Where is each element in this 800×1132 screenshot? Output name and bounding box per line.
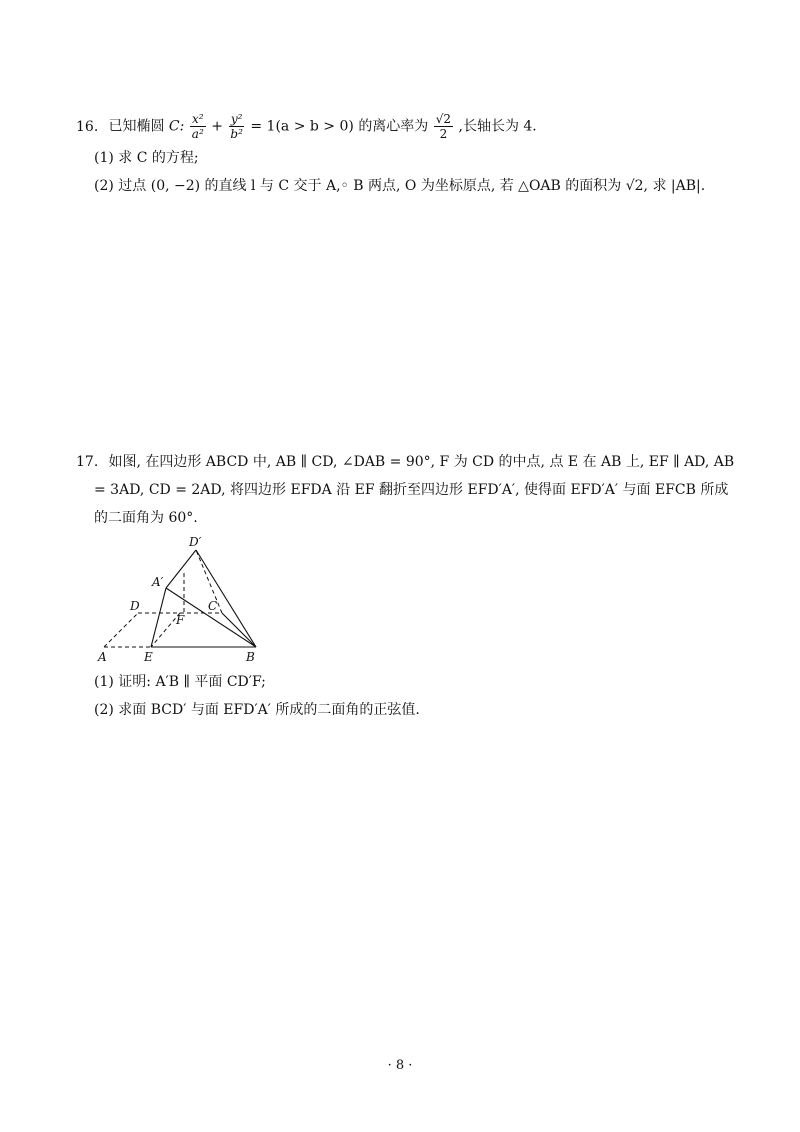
eccentricity-text: 的离心率为 — [358, 118, 429, 135]
geometry-figure — [96, 532, 266, 666]
label-A-prime: A′ — [152, 575, 164, 589]
problem-17-number: 17. — [76, 454, 99, 470]
problem-17-line-2: = 3AD, CD = 2AD, 将四边形 EFDA 沿 EF 翻折至四边形 EFD′A′, 使得面 EFD′A′ 与面 EFCB 所成 — [94, 482, 729, 498]
fraction-denominator: b² — [230, 127, 243, 141]
problem-16-stem — [76, 112, 537, 141]
fraction-sqrt2-2 — [434, 112, 453, 141]
label-B: B — [246, 650, 255, 662]
fraction-numerator: x² — [191, 112, 204, 126]
edge-CB — [222, 613, 256, 647]
fraction-denominator: a² — [191, 127, 204, 141]
edge-DprimeB — [196, 550, 256, 647]
label-A: A — [98, 650, 107, 662]
label-E: E — [144, 650, 153, 662]
problem-17-part-1: (1) 证明: A′B ∥ 平面 CD′F; — [94, 674, 266, 690]
problem-16-number: 16. — [76, 118, 99, 135]
problem-16-intro: 已知椭圆 — [108, 118, 165, 135]
problem-17-part-2: (2) 求面 BCD′ 与面 EFD′A′ 所成的二面角的正弦值. — [94, 702, 420, 718]
fraction-y2-b2 — [228, 112, 245, 141]
edge-EAprime — [151, 588, 166, 647]
label-D-prime: D′ — [189, 535, 202, 549]
fraction-denominator: 2 — [439, 127, 448, 141]
fraction-numerator: y² — [230, 112, 243, 126]
page-number: · 8 · — [387, 1058, 413, 1073]
problem-17-text-1: 如图, 在四边形 ABCD 中, AB ∥ CD, ∠DAB = 90°, F 为 CD 的中点, 点 E 在 AB 上, EF ∥ AD, AB — [108, 454, 735, 470]
plus-sign: + — [211, 118, 223, 135]
folded-quadrilateral-diagram — [96, 532, 266, 662]
equation-rest: = 1(a > b > 0) — [250, 118, 354, 135]
label-F: F — [176, 613, 185, 627]
problem-17-line-3: 的二面角为 60°. — [94, 510, 198, 526]
problem-16-part-1: (1) 求 C 的方程; — [94, 150, 199, 166]
label-D: D — [130, 599, 140, 613]
fraction-numerator: √2 — [435, 112, 452, 126]
problem-16-part-2: (2) 过点 (0, −2) 的直线 l 与 C 交于 A,◦ B 两点, O 为坐标原点, 若 △OAB 的面积为 √2, 求 |AB|. — [94, 178, 706, 194]
edge-AD-dashed — [104, 613, 138, 647]
problem-16-tail: ,长轴长为 4. — [458, 118, 537, 135]
ellipse-label: C: — [168, 118, 185, 135]
problem-17-line-1 — [76, 452, 734, 472]
fraction-x2-a2 — [190, 112, 206, 141]
edge-AprimeDprime — [166, 550, 196, 588]
label-C: C — [208, 599, 218, 613]
